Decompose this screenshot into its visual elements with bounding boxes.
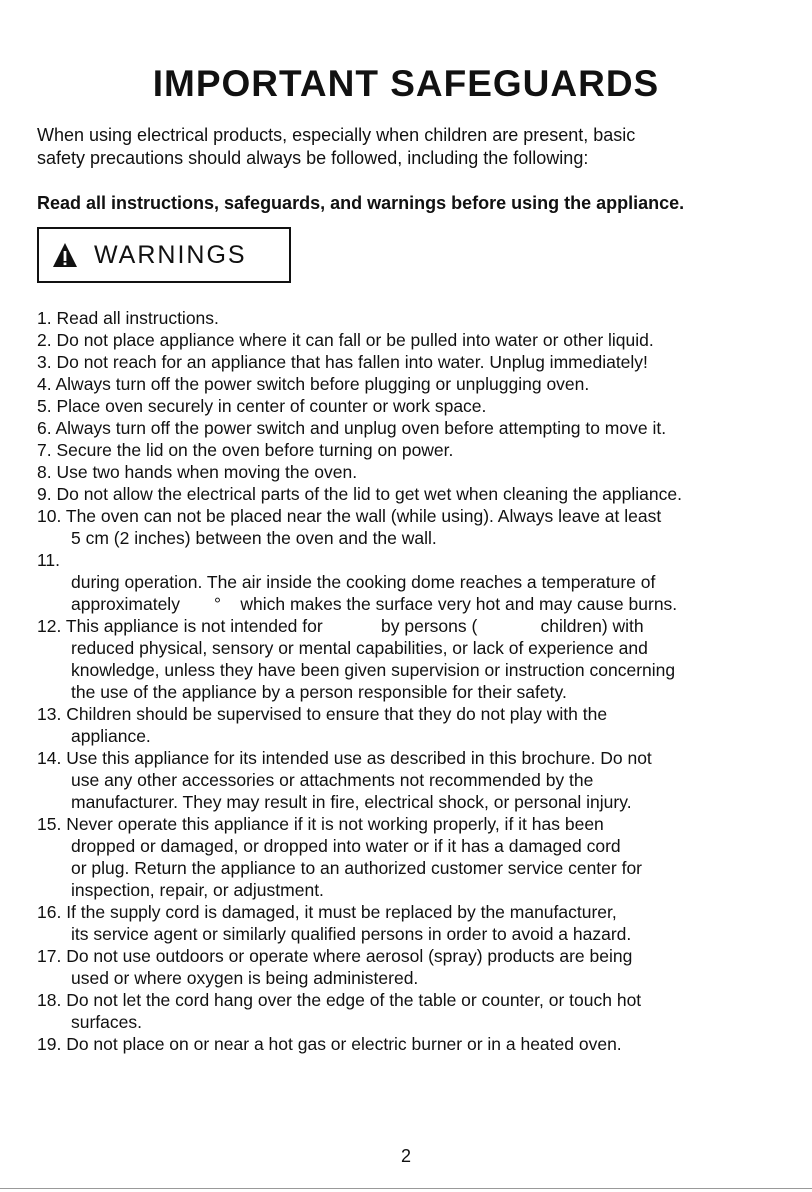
warning-item bbox=[37, 461, 787, 483]
warning-item-line: or plug. Return the appliance to an authorized customer service center for bbox=[71, 858, 643, 878]
warning-item-line: appliance. bbox=[71, 726, 151, 746]
warning-item-line: inspection, repair, or adjustment. bbox=[71, 880, 324, 900]
warning-item-line: 7. Secure the lid on the oven before turning on power. bbox=[37, 440, 454, 460]
warning-item bbox=[37, 395, 787, 417]
page-title: IMPORTANT SAFEGUARDS bbox=[152, 63, 660, 104]
warning-item-line: manufacturer. They may result in fire, electrical shock, or personal injury. bbox=[71, 792, 632, 812]
warning-item bbox=[37, 549, 787, 615]
warning-item-line: 9. Do not allow the electrical parts of the lid to get wet when cleaning the appliance. bbox=[37, 484, 682, 504]
warning-item-line: dropped or damaged, or dropped into water or if it has a damaged cord bbox=[71, 836, 621, 856]
warning-item-line: 8. Use two hands when moving the oven. bbox=[37, 462, 358, 482]
warning-item bbox=[37, 989, 787, 1033]
warning-item-line: during operation. The air inside the cooking dome reaches a temperature of bbox=[71, 572, 656, 592]
page-number: 2 bbox=[400, 1146, 411, 1166]
warning-item-line: 14. Use this appliance for its intended use as described in this brochure. Do not bbox=[37, 748, 652, 768]
warning-item-line: 2. Do not place appliance where it can fall or be pulled into water or other liquid. bbox=[37, 330, 654, 350]
warning-item bbox=[37, 351, 787, 373]
warning-triangle-icon bbox=[52, 242, 78, 268]
warning-item-line: approximately ° which makes the surface very hot and may cause burns. bbox=[71, 594, 678, 614]
warning-item-line: reduced physical, sensory or mental capabilities, or lack of experience and bbox=[71, 638, 648, 658]
warning-item-line: surfaces. bbox=[71, 1012, 142, 1032]
warning-item-line: 5. Place oven securely in center of counter or work space. bbox=[37, 396, 487, 416]
warning-item-line: 4. Always turn off the power switch before plugging or unplugging oven. bbox=[37, 374, 590, 394]
warning-item-line: 10. The oven can not be placed near the wall (while using). Always leave at least bbox=[37, 506, 662, 526]
intro-paragraph bbox=[37, 124, 777, 170]
read-all-notice: Read all instructions, safeguards, and warnings before using the appliance. bbox=[37, 193, 685, 213]
intro-line: When using electrical products, especially when children are present, basic bbox=[37, 125, 636, 145]
warning-item-line: 16. If the supply cord is damaged, it must be replaced by the manufacturer, bbox=[37, 902, 617, 922]
warning-item-line: 17. Do not use outdoors or operate where aerosol (spray) products are being bbox=[37, 946, 633, 966]
intro-line: safety precautions should always be followed, including the following: bbox=[37, 148, 589, 168]
warning-item bbox=[37, 505, 787, 549]
warning-item bbox=[37, 373, 787, 395]
warning-item-line: 1. Read all instructions. bbox=[37, 308, 219, 328]
warning-item-line: 6. Always turn off the power switch and unplug oven before attempting to move it. bbox=[37, 418, 667, 438]
warning-item bbox=[37, 703, 787, 747]
bottom-rule bbox=[0, 1188, 812, 1189]
warning-item-line: knowledge, unless they have been given supervision or instruction concerning bbox=[71, 660, 676, 680]
warning-item-line: 13. Children should be supervised to ensure that they do not play with the bbox=[37, 704, 608, 724]
warning-item-line: used or where oxygen is being administered. bbox=[71, 968, 419, 988]
warning-item bbox=[37, 747, 787, 813]
warning-item bbox=[37, 417, 787, 439]
warning-item bbox=[37, 483, 787, 505]
warning-item-line: 5 cm (2 inches) between the oven and the wall. bbox=[71, 528, 437, 548]
warning-item bbox=[37, 615, 787, 703]
warnings-heading: WARNINGS bbox=[94, 240, 247, 269]
warning-item-line: its service agent or similarly qualified persons in order to avoid a hazard. bbox=[71, 924, 632, 944]
warning-item-line: the use of the appliance by a person responsible for their safety. bbox=[71, 682, 567, 702]
warning-item bbox=[37, 901, 787, 945]
warning-item bbox=[37, 307, 787, 329]
warning-item bbox=[37, 439, 787, 461]
warning-item bbox=[37, 813, 787, 901]
warnings-list bbox=[37, 307, 787, 1055]
warning-item bbox=[37, 329, 787, 351]
warning-item-line: 18. Do not let the cord hang over the edge of the table or counter, or touch hot bbox=[37, 990, 642, 1010]
warning-item-line: 12. This appliance is not intended for by persons ( children) with bbox=[37, 616, 644, 636]
warning-item-line: 15. Never operate this appliance if it is not working properly, if it has been bbox=[37, 814, 604, 834]
warnings-heading-box bbox=[37, 227, 291, 283]
warning-item-line: 3. Do not reach for an appliance that has fallen into water. Unplug immediately! bbox=[37, 352, 648, 372]
warning-item-line: 11. bbox=[37, 550, 61, 570]
warning-item-line: 19. Do not place on or near a hot gas or electric burner or in a heated oven. bbox=[37, 1034, 622, 1054]
warning-item bbox=[37, 945, 787, 989]
warning-item bbox=[37, 1033, 787, 1055]
warning-item-line: use any other accessories or attachments not recommended by the bbox=[71, 770, 594, 790]
